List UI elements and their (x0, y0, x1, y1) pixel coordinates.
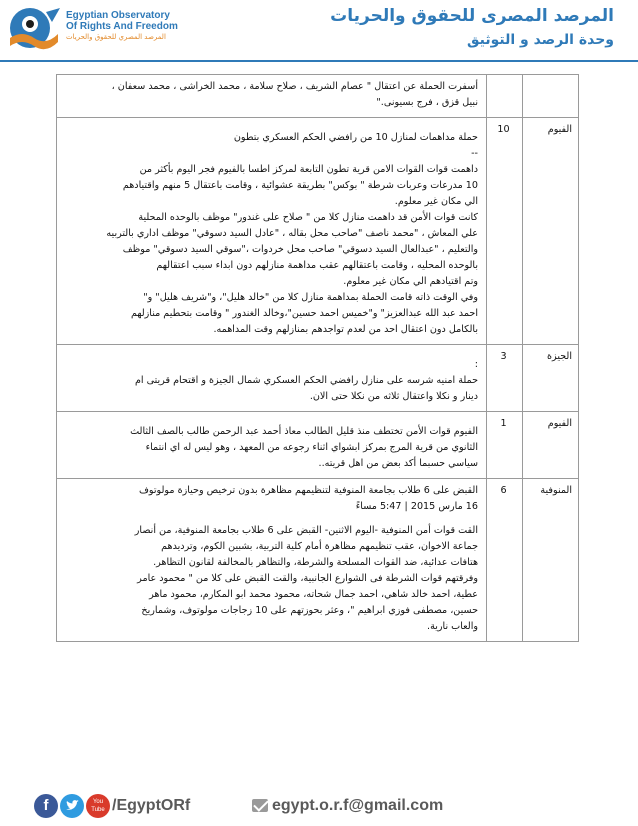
page-subtitle: وحدة الرصد و التوثيق (467, 32, 614, 48)
description-line: الي مكان غير معلوم. (394, 196, 478, 207)
governorate-cell: الفيوم (523, 118, 579, 345)
logo (6, 4, 64, 56)
page-footer (0, 786, 638, 826)
email-icon (252, 799, 268, 812)
description-cell (57, 412, 487, 479)
description-line: وفرقتهم قوات الشرطة فى الشوارع الجانبية، والقت القبض على كلا من " محمود عامر (137, 573, 478, 584)
description-line: بالوحده المحليه ، وقامت باعتقالهم عقب مداهمة منازلهم دون ابداء سبب اعتقالهم (156, 260, 478, 271)
logo-line-2: Of Rights And Freedom (66, 21, 178, 32)
description-line: والتعليم ، "عبدالعال السيد دسوقي" صاحب محل خردوات ،"سوقي السيد دسوقي" موظف (122, 244, 478, 255)
description-line (65, 122, 478, 130)
header-divider (0, 60, 638, 62)
page-title: المرصد المصرى للحقوق والحريات (330, 6, 614, 26)
facebook-icon[interactable]: f (34, 794, 58, 818)
description-line: احمد عبد الله عبدالعزيز" و"خميس احمد حسين"،وخالد الغندور " وقامت بتحطيم منازلهم (130, 308, 478, 319)
table-row (57, 75, 579, 118)
description-line: هتافات عدائية، ضد القوات المسلحة والشرطة، والتظاهر بالمخالفة لقانون التظاهر. (153, 557, 478, 568)
description-line: دينار و نكلا واعتقال ثلاثه من نكلا حتى الان. (309, 391, 478, 402)
table-row (57, 345, 579, 412)
description-line: القت قوات أمن المنوفية -اليوم الاثنين- القبض على 6 طلاب بجامعة المنوفية، من أنصار (134, 525, 478, 536)
description-line: الثانوي من قرية المرج بمركز ابشواي اثناء رجوعه من المعهد ، وهو ليس له اي انتماء (145, 442, 478, 453)
description-line: جماعة الاخوان، عقب تنظيمهم مظاهرة أمام كلية التربية، بشبين الكوم، وترديدهم (161, 541, 478, 552)
description-line (65, 416, 478, 424)
description-line: 10 مدرعات وعربات شرطة " بوكس" بطريقة عشوائية ، وقامت باعتقال 5 منهم واقتيادهم (122, 180, 478, 191)
description-cell (57, 75, 487, 118)
description-line: وتم اقتيادهم الي مكان غير معلوم. (343, 276, 478, 287)
count-cell: 10 (487, 118, 523, 345)
governorate-cell (523, 75, 579, 118)
description-line: الفيوم قوات الأمن تختطف منذ قليل الطالب معاذ أحمد عبد الرحمن طالب بالصف الثالث (130, 426, 478, 437)
description-line: حسين، مصطفى فوزي ابراهيم "، وعثر بحوزتهم على 10 زجاجات مولوتوف، وشماريخ (141, 605, 478, 616)
table-row (57, 118, 579, 345)
count-cell: 6 (487, 479, 523, 642)
description-line: القبض على 6 طلاب بجامعة المنوفية لتنظيمهم مظاهرة بدون ترخيص وحيازة مولوتوف (138, 485, 478, 496)
twitter-icon[interactable] (60, 794, 84, 818)
description-cell (57, 118, 487, 345)
description-cell (57, 479, 487, 642)
description-line (65, 515, 478, 523)
table-row (57, 412, 579, 479)
governorate-cell: الجيزة (523, 345, 579, 412)
logo-text (66, 10, 176, 42)
governorate-cell: المنوفية (523, 479, 579, 642)
count-cell: 1 (487, 412, 523, 479)
description-line: بالكامل دون اعتقال احد من لعدم تواجدهم بمنازلهم وقت المداهمه. (213, 324, 478, 335)
incidents-table (56, 74, 579, 642)
governorate-cell: الفيوم (523, 412, 579, 479)
description-cell (57, 345, 487, 412)
description-line: حملة مداهمات لمنازل 10 من رافضي الحكم العسكري بتطون (233, 132, 478, 143)
description-line: -- (471, 148, 478, 159)
description-line: كانت قوات الأمن قد داهمت منازل كلا من " صلاح على غندور" موظف بالوحده المحلية (138, 212, 478, 223)
logo-emblem-icon (6, 4, 64, 56)
description-line: وفي الوقت ذاته قامت الحملة بمداهمة منازل كلا من "خالد هليل"، و"شريف هليل" و" (143, 292, 478, 303)
description-line: سياسي حسبما أكد بعض من اهل قريته.. (318, 458, 478, 469)
contact-email[interactable]: egypt.o.r.f@gmail.com (272, 797, 444, 814)
logo-line-1: Egyptian Observatory (66, 10, 170, 21)
social-handle[interactable]: /EgyptORf (112, 797, 191, 814)
description-line: والعاب نارية. (427, 621, 478, 632)
description-line: 16 مارس 2015 | 5:47 مساءً (355, 501, 478, 512)
description-line: داهمت قوات القوات الامن قرية تطون التابعة لمركز اطسا بالفيوم فجر اليوم بأكثر من (139, 164, 478, 175)
count-cell (487, 75, 523, 118)
description-line: عطية، احمد خالد شاهي، احمد جمال شحاته، محمود محمد ابو المكارم، محمود ماهر (149, 589, 478, 600)
page-header (0, 0, 638, 62)
logo-line-3: المرصد المصري للحقوق والحريات (66, 33, 166, 41)
youtube-icon[interactable]: You Tube (86, 794, 110, 818)
incidents-table-wrap (56, 74, 579, 642)
description-line: نبيل قزق ، فرج بسيونى." (376, 97, 478, 108)
description-line (65, 349, 478, 357)
description-line: أسفرت الحملة عن اعتقال " عصام الشريف ، صلاح سلامة ، محمد الخراشى ، محمد سعفان ، (111, 81, 478, 92)
table-row (57, 479, 579, 642)
count-cell: 3 (487, 345, 523, 412)
description-line: علي المعاش ، "محمد ناصف "صاحب محل بقاله ، "عادل السيد دسوقي" موظف اداري بالتربيه (106, 228, 478, 239)
description-line: : (474, 359, 478, 370)
description-line: حملة امنيه شرسه على منازل رافضي الحكم العسكري شمال الجيزة و اقتحام قريتى ام (134, 375, 478, 386)
